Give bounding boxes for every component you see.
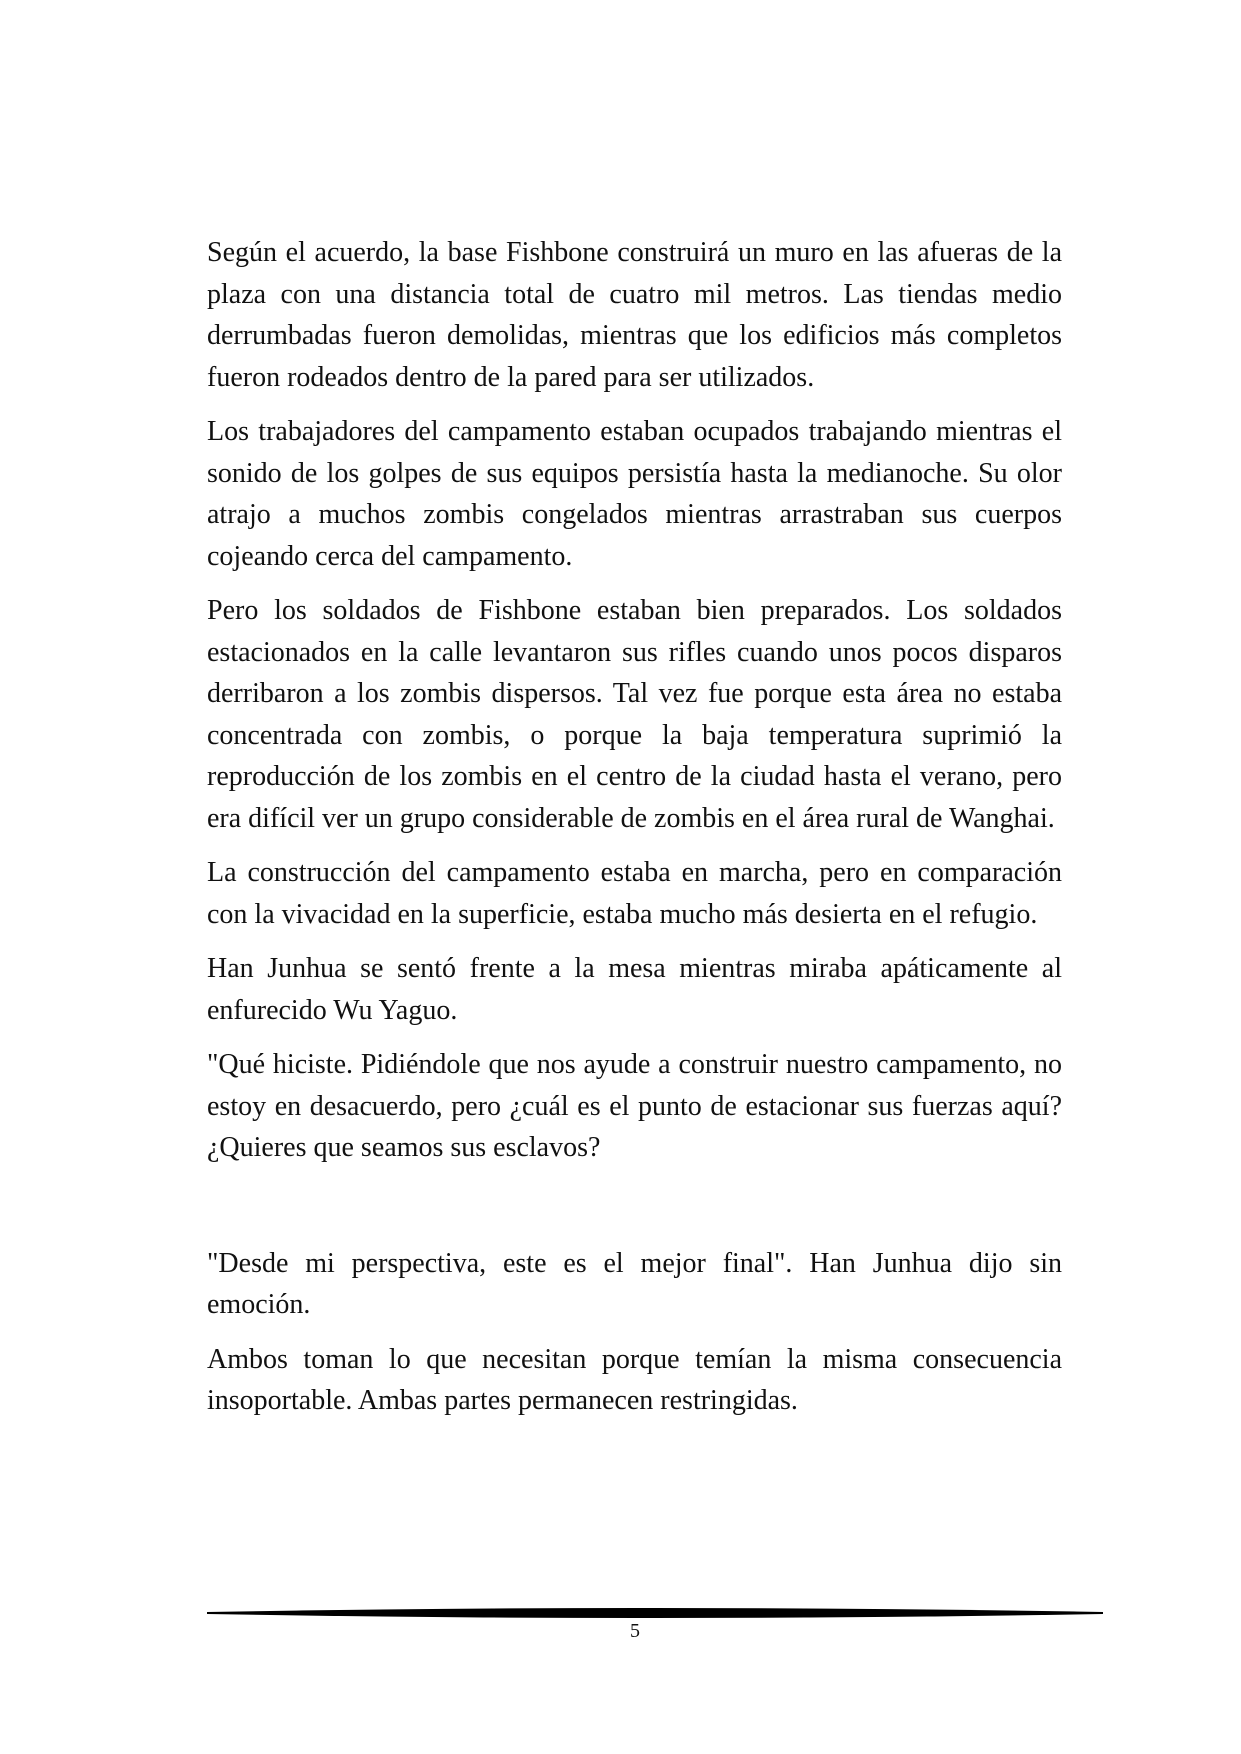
page-number: 5 bbox=[630, 1620, 640, 1642]
paragraph: Según el acuerdo, la base Fishbone construirá un muro en las afueras de la plaza con una distancia total de cuatro mil metros. Las tiendas medio derrumbadas fueron demolidas, mientras que los edificios más completos fueron rodeados dentro de la pared para ser utilizados. bbox=[207, 237, 1062, 393]
paragraph: Han Junhua se sentó frente a la mesa mientras miraba apáticamente al enfurecido Wu Yaguo. bbox=[207, 953, 1062, 1026]
paragraph: Los trabajadores del campamento estaban ocupados trabajando mientras el sonido de los golpes de sus equipos persistía hasta la medianoche. Su olor atrajo a muchos zombis congelados mientras arrastraban sus cuerpos cojeando cerca del campamento. bbox=[207, 416, 1062, 572]
paragraph: "Desde mi perspectiva, este es el mejor final". Han Junhua dijo sin emoción. bbox=[207, 1247, 1062, 1320]
body-text bbox=[207, 232, 1062, 1435]
paragraph: Pero los soldados de Fishbone estaban bien preparados. Los soldados estacionados en la calle levantaron sus rifles cuando unos pocos disparos derribaron a los zombis dispersos. Tal vez fue porque esta área no estaba concentrada con zombis, o porque la baja temperatura suprimió la reproducción de los zombis en el centro de la ciudad hasta el verano, pero era difícil ver un grupo considerable de zombis en el área rural de Wanghai. bbox=[207, 595, 1062, 834]
paragraph: Ambos toman lo que necesitan porque temían la misma consecuencia insoportable. Ambas partes permanecen restringidas. bbox=[207, 1343, 1062, 1416]
paragraph: "Qué hiciste. Pidiéndole que nos ayude a construir nuestro campamento, no estoy en desacuerdo, pero ¿cuál es el punto de estacionar sus fuerzas aquí? ¿Quieres que seamos sus esclavos? bbox=[207, 1049, 1062, 1163]
paragraph: La construcción del campamento estaba en marcha, pero en comparación con la vivacidad en la superficie, estaba mucho más desierta en el refugio. bbox=[207, 857, 1062, 930]
footer-divider bbox=[207, 1606, 1103, 1620]
